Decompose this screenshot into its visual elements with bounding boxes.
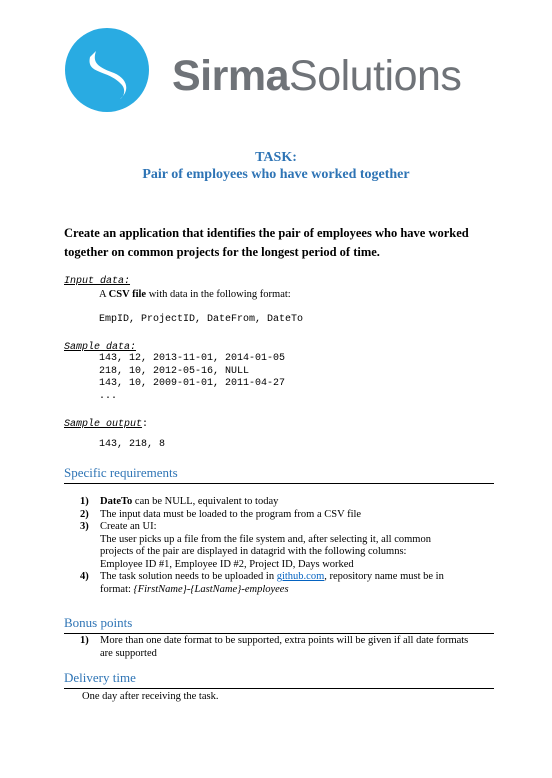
logo xyxy=(64,30,504,110)
item-text: Create an UI: xyxy=(100,521,157,532)
sample-output-value: 143, 218, 8 xyxy=(99,439,166,450)
sample-row: ... xyxy=(99,390,118,402)
brand-bold: Sirma xyxy=(172,52,290,100)
sample-data-rows xyxy=(99,353,285,403)
item-text: The input data must be loaded to the program from a CSV file xyxy=(100,508,362,520)
sample-row: 143, 10, 2009-01-01, 2011-04-27 xyxy=(99,378,286,389)
desc-suffix: with data in the following format: xyxy=(146,289,291,300)
sample-output-label xyxy=(64,419,148,430)
sample-data-label: Sample data: xyxy=(64,342,137,353)
item-number: 3) xyxy=(80,521,89,532)
item-text: More than one date format to be supported, extra points will be given if all date formats xyxy=(100,635,469,646)
item-text: projects of the pair are displayed in datagrid with the following columns: xyxy=(100,546,407,557)
list-item xyxy=(64,635,504,660)
sample-row: 143, 12, 2013-11-01, 2014-01-05 xyxy=(99,353,286,364)
item-text: can be NULL, equivalent to today xyxy=(132,496,279,507)
bonus-points-list xyxy=(64,635,504,660)
item-text: The user picks up a file from the file system and, after selecting it, all common xyxy=(100,533,431,545)
item-bold: DateTo xyxy=(100,496,133,507)
item-text: are supported xyxy=(100,647,157,659)
input-data-label: Input data: xyxy=(64,276,131,287)
list-item xyxy=(64,521,504,571)
item-number: 1) xyxy=(80,496,89,507)
sample-output-text: Sample output xyxy=(64,419,143,430)
list-item xyxy=(64,571,504,596)
brand-light: Solutions xyxy=(289,52,462,100)
delivery-time-text: One day after receiving the task. xyxy=(82,691,219,702)
item-text: format: xyxy=(100,583,134,595)
specific-requirements-heading: Specific requirements xyxy=(64,465,494,484)
colon: : xyxy=(142,419,149,430)
item-text: Employee ID #1, Employee ID #2, Project ID, Days worked xyxy=(100,558,354,570)
delivery-time-heading: Delivery time xyxy=(64,670,494,689)
specific-requirements-list xyxy=(64,496,504,596)
bonus-points-heading: Bonus points xyxy=(64,615,494,634)
github-link[interactable]: github.com xyxy=(276,571,325,582)
item-number: 2) xyxy=(80,508,89,520)
input-data-desc xyxy=(99,289,291,300)
repo-name-format: {FirstName}-{LastName}-employees xyxy=(133,583,289,595)
list-item xyxy=(64,496,504,509)
task-title: Pair of employees who have worked together xyxy=(142,167,410,182)
task-label: TASK: xyxy=(255,150,297,165)
input-format: EmpID, ProjectID, DateFrom, DateTo xyxy=(99,314,304,325)
desc-prefix: A xyxy=(99,289,109,300)
item-number: 1) xyxy=(80,635,89,646)
sample-row: 218, 10, 2012-05-16, NULL xyxy=(99,365,250,377)
brand-name xyxy=(172,52,461,101)
list-item xyxy=(64,509,504,522)
sirma-logo-icon xyxy=(64,27,150,113)
item-text: The task solution needs to be uploaded in xyxy=(100,571,277,582)
desc-bold: CSV file xyxy=(108,289,147,300)
intro-paragraph: Create an application that identifies the pair of employees who have worked together on common projects for the longest period of time. xyxy=(64,226,469,259)
item-number: 4) xyxy=(80,571,89,582)
item-text: , repository name must be in xyxy=(324,571,444,582)
